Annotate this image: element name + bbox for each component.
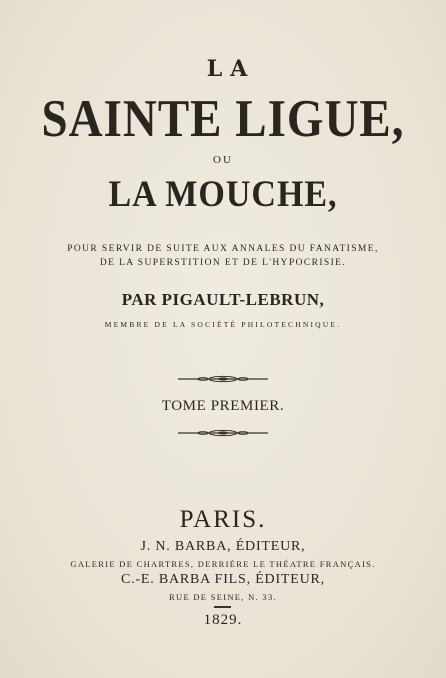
volume-label: TOME PREMIER.: [161, 398, 285, 414]
ornament-rule-top: [178, 375, 268, 383]
title-connector: OU: [213, 154, 233, 166]
author-membership: MEMBRE DE LA SOCIÉTÉ PHILOTECHNIQUE.: [104, 320, 342, 329]
divider-dash: [214, 606, 231, 608]
publication-year: 1829.: [203, 612, 243, 628]
publisher-2: C.-E. BARBA FILS, ÉDITEUR,: [121, 572, 325, 587]
title-article: LA: [206, 56, 256, 82]
imprint-city: PARIS.: [179, 506, 267, 533]
alternate-title: LA MOUCHE,: [108, 174, 338, 215]
publisher-1: J. N. BARBA, ÉDITEUR,: [140, 539, 306, 554]
subtitle-line-1: POUR SERVIR DE SUITE AUX ANNALES DU FANATISME,: [67, 244, 379, 254]
author-byline: PAR PIGAULT-LEBRUN,: [121, 290, 325, 309]
ornament-rule-bottom: [178, 429, 268, 437]
publisher-2-address: RUE DE SEINE, N. 33.: [169, 592, 277, 602]
main-title: SAINTE LIGUE,: [41, 89, 405, 149]
subtitle-line-2: DE LA SUPERSTITION ET DE L'HYPOCRISIE.: [99, 258, 347, 268]
publisher-1-address: GALERIE DE CHARTRES, DERRIÈRE LE THÉATRE FRANÇAIS.: [70, 559, 376, 569]
